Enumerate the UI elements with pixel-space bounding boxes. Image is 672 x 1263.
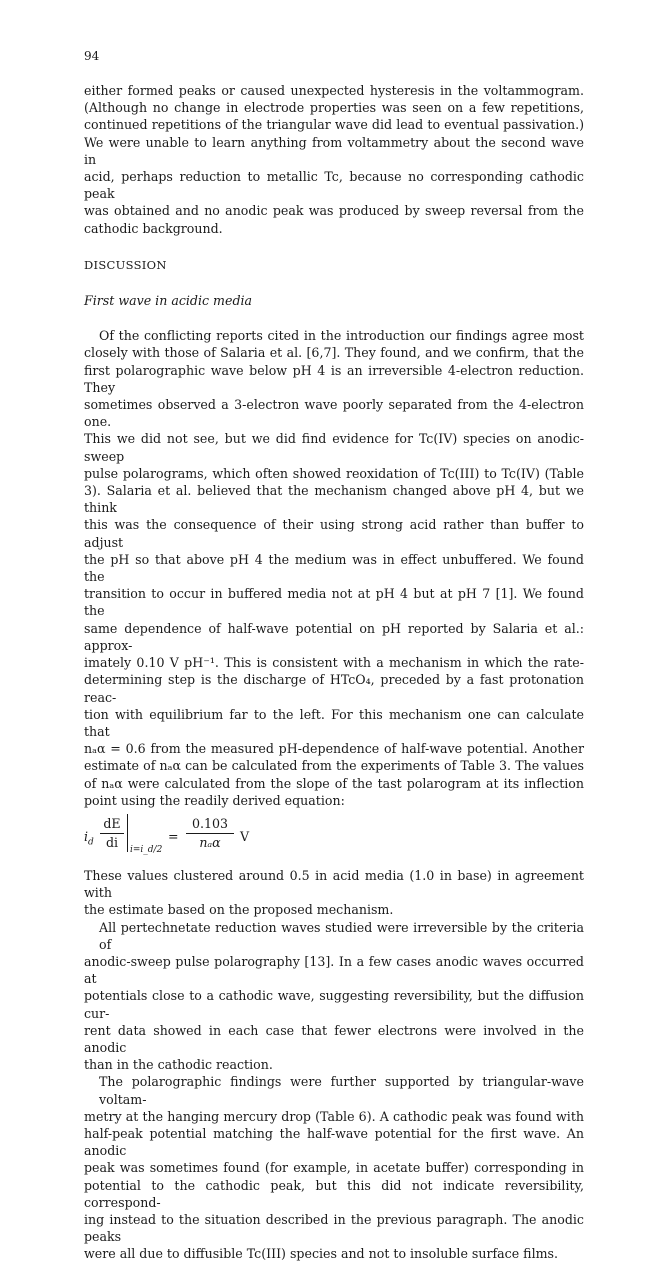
result-fraction: [186, 815, 234, 851]
text-line: half-peak potential matching the half-wave potential for the first wave. An anodic: [84, 1125, 584, 1159]
paragraph-3: [84, 867, 584, 919]
text-line: sometimes observed a 3-electron wave poorly separated from the 4-electron one.: [84, 397, 584, 430]
derivative-denominator: di: [105, 835, 119, 851]
equals-sign: =: [168, 828, 179, 844]
text-line: either formed peaks or caused unexpected hysteresis in the voltammogram.: [84, 83, 584, 98]
text-line: Of the conflicting reports cited in the introduction our findings agree most: [99, 328, 584, 344]
evaluation-condition: i=i_d/2: [130, 844, 163, 855]
text-line: the estimate based on the proposed mechanism.: [84, 902, 394, 918]
text-line: 3). Salaria et al. believed that the mechanism changed above pH 4, but we think: [84, 483, 584, 516]
derivative-numerator: dE: [100, 815, 124, 834]
text-line: ing instead to the situation described in the previous paragraph. The anodic peaks: [84, 1211, 584, 1245]
text-line: All pertechnetate reduction waves studied were irreversible by the criteria of: [99, 919, 584, 952]
text-line: peak was sometimes found (for example, in acetate buffer) corresponding in: [84, 1160, 584, 1176]
text-line: the pH so that above pH 4 the medium was in effect unbuffered. We found the: [84, 551, 584, 585]
text-line: transition to occur in buffered media not at pH 4 but at pH 7 [1]. We found the: [84, 586, 584, 619]
evaluation-bar: [127, 814, 128, 852]
text-column: [84, 82, 584, 1263]
text-line: This we did not see, but we did find evidence for Tc(IV) species on anodic-sweep: [84, 431, 584, 464]
equation-prefix-subscript: d: [88, 837, 94, 848]
text-line: imately 0.10 V pH⁻¹. This is consistent with a mechanism in which the rate-: [84, 655, 584, 671]
text-line: (Although no change in electrode properties was seen on a few repetitions,: [84, 100, 584, 116]
text-line: closely with those of Salaria et al. [6,7]. They found, and we confirm, that the: [84, 345, 584, 361]
subsection-heading: First wave in acidic media: [84, 293, 253, 309]
derivative-fraction: [100, 815, 124, 851]
text-line: acid, perhaps reduction to metallic Tc, because no corresponding cathodic peak: [84, 169, 584, 202]
text-line: pulse polarograms, which often showed reoxidation of Tc(III) to Tc(IV) (Table: [84, 465, 584, 481]
text-line: first polarographic wave below pH 4 is an irreversible 4-electron reduction. They: [84, 362, 584, 395]
paragraph-1: [84, 82, 584, 237]
paragraph-4: [84, 919, 584, 1074]
text-line: potential to the cathodic peak, but this did not indicate reversibility, correspond-: [84, 1177, 584, 1210]
text-line: was obtained and no anodic peak was produced by sweep reversal from the: [84, 203, 584, 219]
equation: [84, 811, 584, 865]
text-line: this was the consequence of their using strong acid rather than buffer to adjust: [84, 517, 584, 550]
text-line: same dependence of half-wave potential on pH reported by Salaria et al.: approx-: [84, 620, 584, 653]
text-line: tion with equilibrium far to the left. For this mechanism one can calculate that: [84, 706, 584, 739]
result-numerator: 0.103: [186, 815, 234, 834]
text-line: estimate of nₐα can be calculated from the experiments of Table 3. The values: [84, 758, 584, 774]
paragraph-2: [84, 327, 584, 809]
text-line: continued repetitions of the triangular wave did lead to eventual passivation.): [84, 117, 584, 133]
paragraph-5: [84, 1073, 584, 1262]
result-denominator: nₐα: [199, 835, 221, 851]
text-line: rent data showed in each case that fewer electrons were involved in the anodic: [84, 1022, 584, 1055]
section-heading: DISCUSSION: [84, 257, 167, 272]
equation-prefix-symbol: i: [84, 828, 89, 844]
text-line: We were unable to learn anything from voltammetry about the second wave in: [84, 134, 584, 167]
text-line: These values clustered around 0.5 in acid media (1.0 in base) in agreement with: [84, 867, 584, 901]
page-number: 94: [84, 49, 100, 63]
text-line: cathodic background.: [84, 220, 223, 236]
equation-unit: V: [240, 828, 250, 844]
text-line: The polarographic findings were further supported by triangular-wave voltam-: [99, 1074, 584, 1107]
text-line: were all due to diffusible Tc(III) species and not to insoluble surface films.: [84, 1246, 559, 1262]
text-line: point using the readily derived equation:: [84, 792, 345, 808]
text-line: than in the cathodic reaction.: [84, 1057, 273, 1073]
text-line: metry at the hanging mercury drop (Table 6). A cathodic peak was found with: [84, 1108, 584, 1124]
text-line: of nₐα were calculated from the slope of the tast polarogram at its inflection: [84, 775, 584, 791]
text-line: potentials close to a cathodic wave, suggesting reversibility, but the diffusion cur-: [84, 988, 584, 1021]
equation-prefix: [84, 828, 94, 852]
text-line: nₐα = 0.6 from the measured pH-dependence of half-wave potential. Another: [84, 741, 584, 757]
text-line: determining step is the discharge of HTcO₄, preceded by a fast protonation reac-: [84, 672, 584, 705]
text-line: anodic-sweep pulse polarography [13]. In a few cases anodic waves occurred at: [84, 953, 584, 987]
